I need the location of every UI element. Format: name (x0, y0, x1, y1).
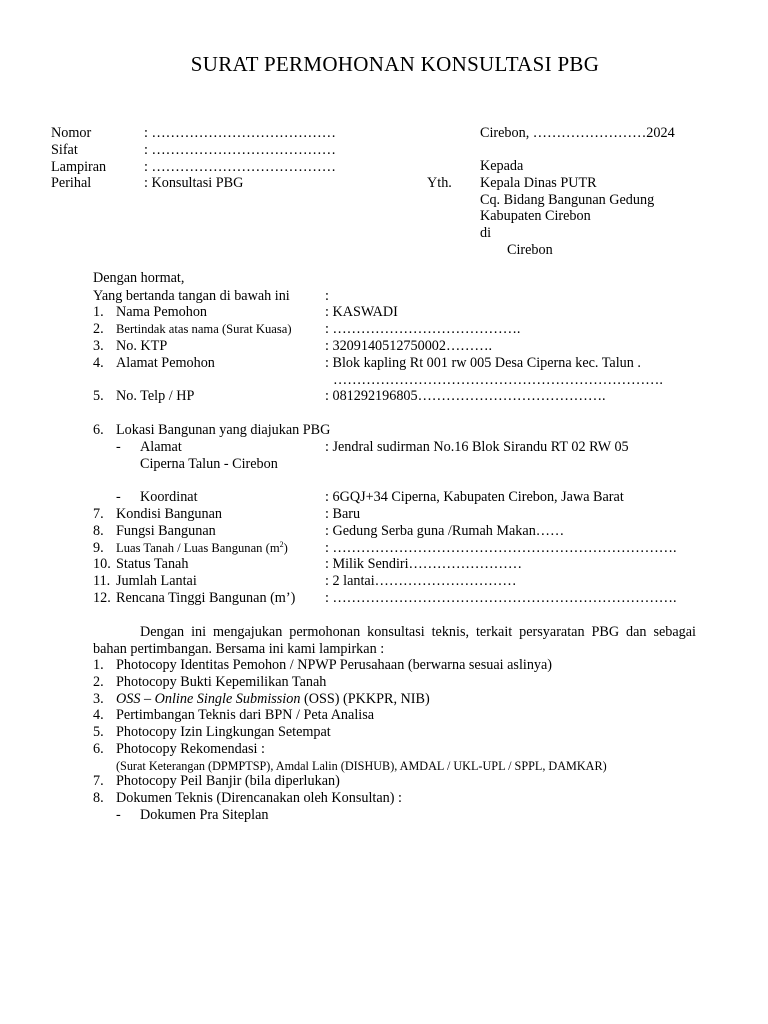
recipient-line: di (480, 225, 492, 241)
item-number: 1. (93, 657, 104, 673)
field-label-lampiran: Lampiran (51, 159, 107, 175)
item-value: : KASWADI (325, 304, 398, 320)
recipient-line: Cirebon (507, 242, 553, 258)
item-number: 3. (93, 691, 104, 707)
recipient-line: Kepada (480, 158, 524, 174)
recipient-line: Kepala Dinas PUTR (480, 175, 597, 191)
dash-bullet: - (116, 439, 121, 455)
item-number: 8. (93, 523, 104, 539)
item-number: 2. (93, 321, 104, 337)
attachment-item: Photocopy Peil Banjir (bila diperlukan) (116, 773, 340, 789)
field-label-sifat: Sifat (51, 142, 78, 158)
item-value-continuation: ……………………………………………………………. (333, 372, 663, 388)
item-value: : 081292196805…………………………………. (325, 388, 606, 404)
item-value: : ………………………………………………………………. (325, 590, 677, 606)
item-label: Bertindak atas nama (Surat Kuasa) (116, 322, 292, 336)
attachment-item: Dokumen Teknis (Direncanakan oleh Konsultan) : (116, 790, 402, 806)
intro-label: Yang bertanda tangan di bawah ini (93, 288, 290, 304)
dash-bullet: - (116, 489, 121, 505)
field-label-nomor: Nomor (51, 125, 92, 141)
item-label: Kondisi Bangunan (116, 506, 223, 522)
attachment-item: Photocopy Identitas Pemohon / NPWP Perusahaan (berwarna sesuai aslinya) (116, 657, 553, 673)
item-number: 11. (93, 573, 111, 589)
field-value-sifat: : ………………………………… (144, 142, 336, 158)
item-label: Jumlah Lantai (116, 573, 197, 589)
item-number: 4. (93, 707, 104, 723)
item-label: Status Tanah (116, 556, 189, 572)
dash-bullet: - (116, 807, 121, 823)
item-value: : …………………………………. (325, 321, 521, 337)
item-number: 5. (93, 388, 104, 404)
item-number: 6. (93, 422, 104, 438)
item-number: 12. (93, 590, 111, 606)
attachment-subtext: (Surat Keterangan (DPMPTSP), Amdal Lalin (DISHUB), AMDAL / UKL-UPL / SPPL, DAMKAR) (116, 759, 607, 773)
field-value-perihal: : Konsultasi PBG (144, 175, 244, 191)
tech-doc-item: Dokumen Pra Siteplan (140, 807, 269, 823)
place-date: Cirebon, ……………………2024 (480, 125, 675, 141)
item-number: 1. (93, 304, 104, 320)
item-label: Rencana Tinggi Bangunan (m’) (116, 590, 296, 606)
item-label: No. Telp / HP (116, 388, 195, 404)
item-number: 5. (93, 724, 104, 740)
intro-colon: : (325, 288, 329, 304)
item-value: : Baru (325, 506, 361, 522)
item-value: : Gedung Serba guna /Rumah Makan…… (325, 523, 565, 539)
item-value: : Blok kapling Rt 001 rw 005 Desa Ciperna kec. Talun . (325, 355, 641, 371)
item-number: 7. (93, 506, 104, 522)
attachment-item: Photocopy Izin Lingkungan Setempat (116, 724, 331, 740)
item-number: 3. (93, 338, 104, 354)
item-label: Alamat Pemohon (116, 355, 215, 371)
attachment-item: OSS – Online Single Submission (OSS) (PKKPR, NIB) (116, 691, 430, 707)
item-number: 8. (93, 790, 104, 806)
request-paragraph: Dengan ini mengajukan permohonan konsultasi teknis, terkait persyaratan PBG dan sebagai bahan pertimbangan. Bersama ini kami lampirkan : (93, 624, 696, 657)
item-label: Luas Tanah / Luas Bangunan $(m^2)$ (116, 540, 288, 555)
address-value-continuation: Ciperna Talun - Cirebon (140, 456, 278, 472)
item-value: : 3209140512750002………. (325, 338, 493, 354)
item-number: 9. (93, 540, 104, 556)
item-label: Fungsi Bangunan (116, 523, 216, 539)
field-value-nomor: : ………………………………… (144, 125, 336, 141)
item-label: No. KTP (116, 338, 168, 354)
item-number: 10. (93, 556, 111, 572)
attachment-item: Pertimbangan Teknis dari BPN / Peta Analisa (116, 707, 375, 723)
field-value-lampiran: : ………………………………… (144, 159, 336, 175)
item-number: 4. (93, 355, 104, 371)
attachment-item: Photocopy Bukti Kepemilikan Tanah (116, 674, 327, 690)
item-value: : Milik Sendiri…………………… (325, 556, 523, 572)
document-title: SURAT PERMOHONAN KONSULTASI PBG (190, 52, 600, 76)
recipient-line: Cq. Bidang Bangunan Gedung (480, 192, 655, 208)
item-value: : ………………………………………………………………. (325, 540, 677, 556)
field-label-perihal: Perihal (51, 175, 92, 191)
address-label: Alamat (140, 439, 182, 455)
recipient-line: Kabupaten Cirebon (480, 208, 591, 224)
item-number: 7. (93, 773, 104, 789)
coordinate-value: : 6GQJ+34 Ciperna, Kabupaten Cirebon, Jawa Barat (325, 489, 624, 505)
item-number: 2. (93, 674, 104, 690)
item-value: : 2 lantai………………………… (325, 573, 517, 589)
item-number: 6. (93, 741, 104, 757)
greeting: Dengan hormat, (93, 270, 185, 286)
item-label: Nama Pemohon (116, 304, 208, 320)
yth-label: Yth. (427, 175, 452, 191)
attachment-item: Photocopy Rekomendasi : (116, 741, 265, 757)
coordinate-label: Koordinat (140, 489, 198, 505)
address-value: : Jendral sudirman No.16 Blok Sirandu RT 02 RW 05 (325, 439, 629, 455)
location-label: Lokasi Bangunan yang diajukan PBG (116, 422, 331, 438)
